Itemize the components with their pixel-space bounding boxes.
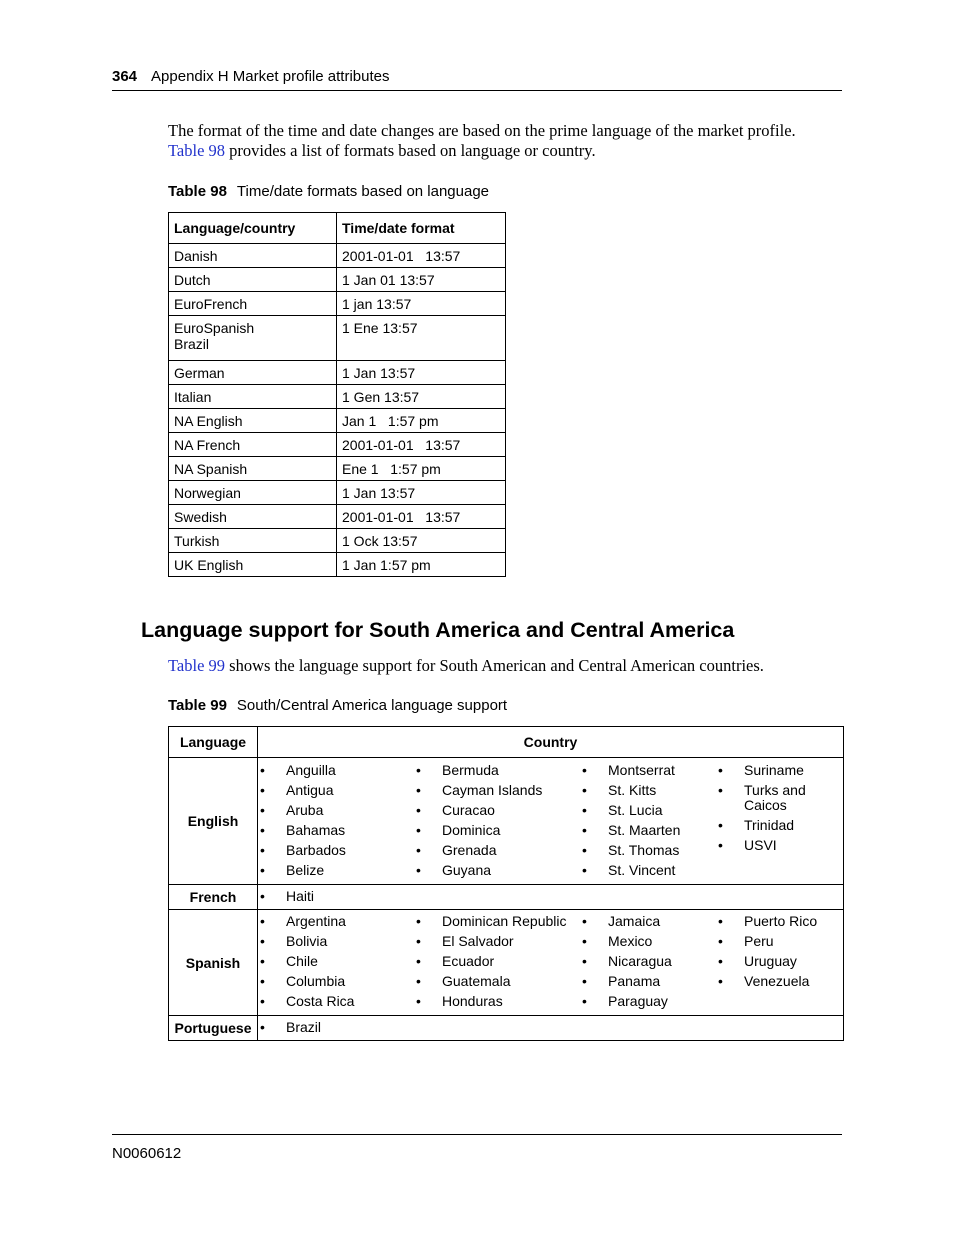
format-cell: Jan 1 1:57 pm [337,409,506,433]
format-cell: 1 Ene 13:57 [337,316,506,361]
list-item: • Dominica [416,823,580,838]
list-item: • Bahamas [260,823,414,838]
language-cell: Turkish [169,529,337,553]
table-row [169,433,506,457]
format-cell: 1 Jan 13:57 [337,361,506,385]
table-row [169,553,506,577]
format-cell: 1 Jan 1:57 pm [337,553,506,577]
format-cell: 2001-01-01 13:57 [337,433,506,457]
list-item: • Grenada [416,843,580,858]
column-header: Language/country [169,213,337,244]
list-item: • Jamaica [582,914,716,929]
column-header: Language [169,727,258,758]
table-row [169,244,506,268]
list-item: • USVI [718,838,838,853]
table-row [169,529,506,553]
list-item: • Guyana [416,863,580,878]
table98-caption-label: Table 98 [168,183,227,200]
language-cell: UK English [169,553,337,577]
table99-caption-text: South/Central America language support [236,697,508,714]
country-list [260,763,414,878]
country-cell [258,758,844,885]
table98-caption-text: Time/date formats based on language [236,183,490,200]
language-cell: NA English [169,409,337,433]
language-cell: Italian [169,385,337,409]
table-row [169,1016,844,1041]
country-list [260,914,414,1009]
country-cell [258,910,844,1016]
list-item: • Curacao [416,803,580,818]
list-item: • Antigua [260,783,414,798]
table-row [169,481,506,505]
list-item: • Argentina [260,914,414,929]
list-item: • Venezuela [718,974,838,989]
page-footer [112,1134,842,1162]
list-item: • Turks and Caicos [718,783,838,813]
intro-paragraph [168,121,848,161]
language-cell: English [169,758,258,885]
table-header-row [169,213,506,244]
format-cell: 1 jan 13:57 [337,292,506,316]
list-item: • Chile [260,954,414,969]
language-cell: Danish [169,244,337,268]
format-cell: 1 Jan 01 13:57 [337,268,506,292]
list-item: • Bermuda [416,763,580,778]
list-item: • St. Thomas [582,843,716,858]
table-row [169,385,506,409]
table-row [169,910,844,1016]
list-item: • Dominican Republic [416,914,580,929]
table-header-row [169,727,844,758]
language-cell: NA French [169,433,337,457]
country-list [582,763,716,878]
list-item: • Mexico [582,934,716,949]
country-list [718,914,838,989]
section-heading: Language support for South America and Central America [141,618,735,642]
table98-caption [168,183,489,200]
table-row [169,316,506,361]
country-list [416,914,580,1009]
table99-caption-label: Table 99 [168,697,227,714]
list-item: • Paraguay [582,994,716,1009]
language-cell: Spanish [169,910,258,1016]
list-item: • Guatemala [416,974,580,989]
page-header [112,68,842,91]
country-cell [258,1016,844,1041]
list-item: • Montserrat [582,763,716,778]
language-cell: NA Spanish [169,457,337,481]
language-cell: Dutch [169,268,337,292]
format-cell: 2001-01-01 13:57 [337,244,506,268]
list-item: • Suriname [718,763,838,778]
header-title: Appendix H Market profile attributes [151,68,390,85]
table-row [169,292,506,316]
country-list [416,763,580,878]
table98-link[interactable]: Table 98 [168,141,226,160]
intro-line1: The format of the time and date changes are based on the prime language of the market profile. [168,121,796,140]
table-row [169,885,844,910]
list-item: • St. Maarten [582,823,716,838]
list-item: • Puerto Rico [718,914,838,929]
list-item: • Panama [582,974,716,989]
table-row [169,409,506,433]
list-item: • Peru [718,934,838,949]
list-item: • Anguilla [260,763,414,778]
list-item: • Ecuador [416,954,580,969]
format-cell: Ene 1 1:57 pm [337,457,506,481]
list-item: • St. Kitts [582,783,716,798]
section-text: shows the language support for South American and Central American countries. [225,656,764,675]
list-item: • Uruguay [718,954,838,969]
country-list [582,914,716,1009]
language-cell [169,316,337,361]
format-cell: 2001-01-01 13:57 [337,505,506,529]
language-name: EuroSpanish [174,320,255,336]
section-paragraph [168,656,848,676]
document-number: N0060612 [112,1145,182,1162]
language-cell: German [169,361,337,385]
country-cell [258,885,844,910]
column-header: Time/date format [337,213,506,244]
country-list [260,1020,414,1035]
language-cell: French [169,885,258,910]
time-date-format-table [168,212,506,577]
list-item: • Barbados [260,843,414,858]
intro-line2: provides a list of formats based on language or country. [225,141,596,160]
language-name: Brazil [174,336,210,352]
list-item: • Haiti [260,889,414,904]
table-row [169,457,506,481]
list-item: • Aruba [260,803,414,818]
language-cell: Swedish [169,505,337,529]
table-row [169,268,506,292]
list-item: • Trinidad [718,818,838,833]
list-item: • Honduras [416,994,580,1009]
column-header: Country [258,727,844,758]
table99-caption [168,697,507,714]
list-item: • Cayman Islands [416,783,580,798]
list-item: • Bolivia [260,934,414,949]
list-item: • St. Lucia [582,803,716,818]
list-item: • El Salvador [416,934,580,949]
language-cell: Portuguese [169,1016,258,1041]
page-number: 364 [112,68,138,85]
table99-link[interactable]: Table 99 [168,656,226,675]
language-support-table [168,726,844,1041]
format-cell: 1 Ock 13:57 [337,529,506,553]
list-item: • Brazil [260,1020,414,1035]
format-cell: 1 Jan 13:57 [337,481,506,505]
list-item: • Columbia [260,974,414,989]
table-row [169,505,506,529]
format-cell: 1 Gen 13:57 [337,385,506,409]
country-list [718,763,838,853]
list-item: • Costa Rica [260,994,414,1009]
language-cell: Norwegian [169,481,337,505]
list-item: • Belize [260,863,414,878]
table-row [169,758,844,885]
list-item: • St. Vincent [582,863,716,878]
language-cell: EuroFrench [169,292,337,316]
country-list [260,889,414,904]
table-row [169,361,506,385]
list-item: • Nicaragua [582,954,716,969]
